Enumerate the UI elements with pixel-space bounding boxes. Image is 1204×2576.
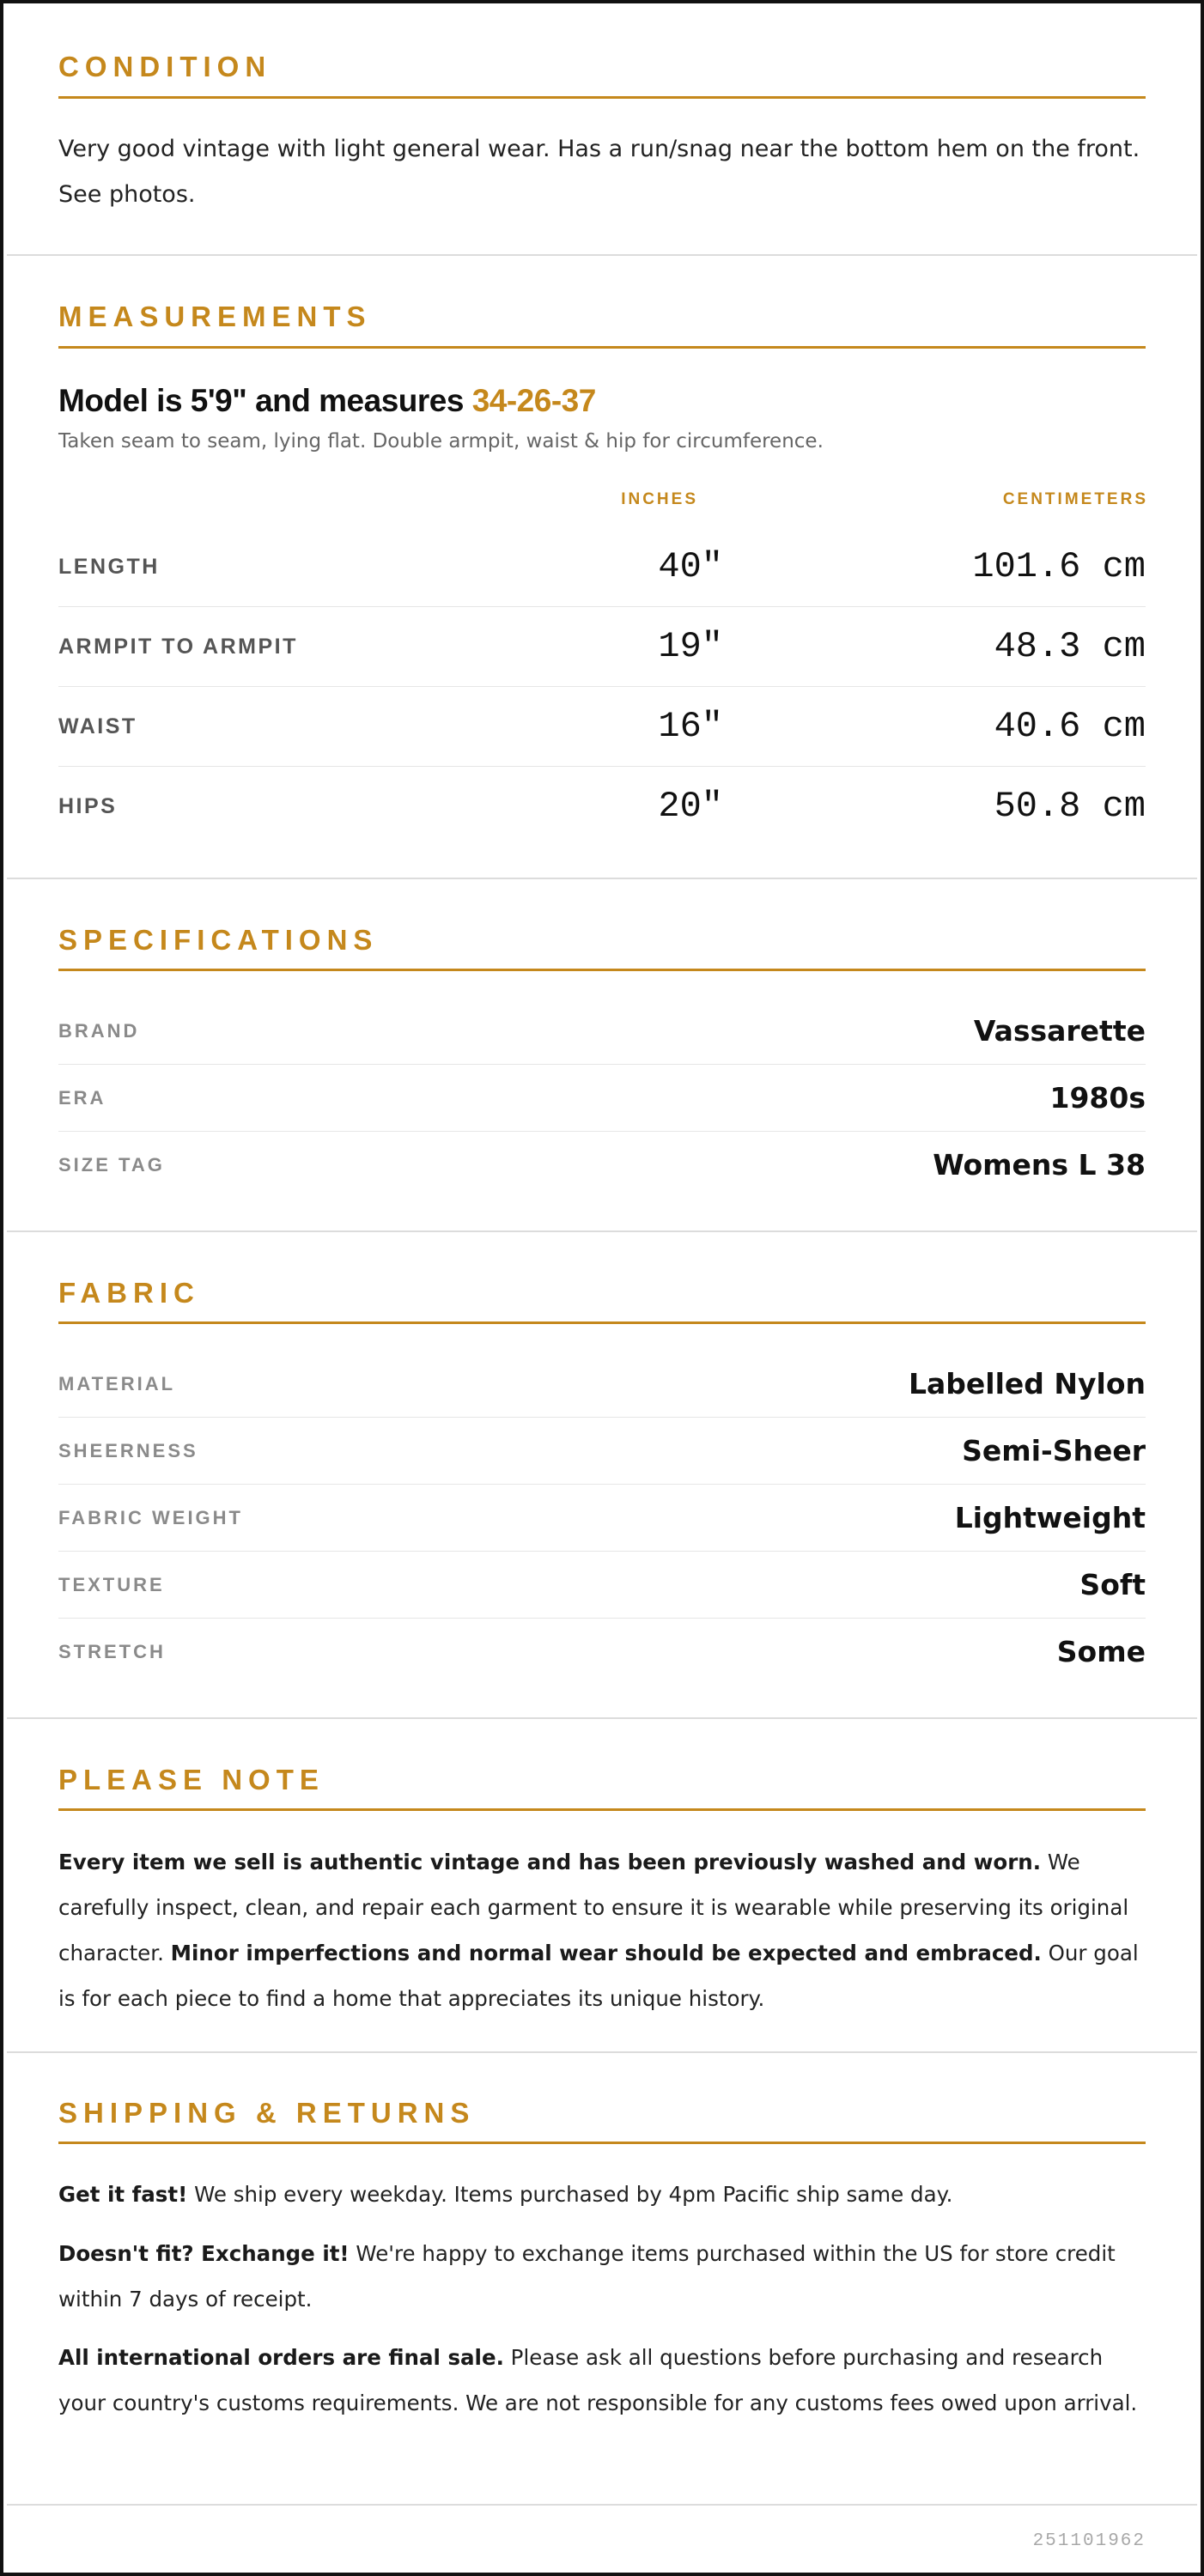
shipping-fast-text [58, 2172, 1146, 2217]
note-bold-authentic: Every item we sell is authentic vintage and has been previously washed and worn. [58, 1850, 1042, 1874]
fabric-row [58, 1485, 1146, 1552]
condition-text: Very good vintage with light general wear. Has a run/snag near the bottom hem on the front. See photos. [58, 136, 1140, 208]
fabric-value: Semi-Sheer [962, 1434, 1146, 1467]
section-divider [7, 2504, 1197, 2506]
model-prefix: Model is 5'9" and measures [58, 383, 472, 418]
shipping-international-bold: All international orders are final sale. [58, 2345, 504, 2370]
note-text-inspect: We carefully inspect, clean, and repair each garment to ensure it is wearable while preserving its original character. [58, 1850, 1129, 1965]
measurement-cm: 40.6 cm [994, 706, 1146, 747]
fabric-row [58, 1418, 1146, 1485]
spec-value: Vassarette [973, 1014, 1146, 1048]
please-note-rule [58, 1808, 1146, 1811]
measurement-label: HIPS [58, 794, 118, 818]
section-divider [7, 1230, 1197, 1232]
spec-label: BRAND [58, 1020, 140, 1042]
shipping-fast-bold: Get it fast! [58, 2182, 188, 2207]
measurement-row [58, 687, 1146, 767]
measurements-rule [58, 346, 1146, 349]
measurement-inches: 40" [658, 546, 723, 587]
spec-row [58, 1132, 1146, 1199]
fabric-value: Some [1056, 1635, 1146, 1668]
condition-heading: CONDITION [58, 51, 272, 82]
measurement-label: ARMPIT TO ARMPIT [58, 635, 298, 659]
fabric-label: SHEERNESS [58, 1440, 198, 1461]
measurements-heading: MEASUREMENTS [58, 301, 372, 332]
measurement-label: WAIST [58, 714, 137, 738]
spec-row [58, 998, 1146, 1065]
fabric-label: FABRIC WEIGHT [58, 1507, 243, 1528]
fabric-value: Soft [1079, 1568, 1146, 1601]
note-bold-imperfections: Minor imperfections and normal wear should be expected and embraced. [170, 1941, 1042, 1965]
spec-row [58, 1065, 1146, 1132]
fabric-row [58, 1619, 1146, 1686]
measurement-row [58, 767, 1146, 847]
specifications-rule [58, 969, 1146, 971]
shipping-international-detail: Please ask all questions before purchasing and research your country's customs requirements. We are not responsible for any customs fees owed upon arrival. [58, 2345, 1138, 2415]
fabric-row [58, 1552, 1146, 1619]
condition-rule [58, 96, 1146, 99]
fabric-label: STRETCH [58, 1641, 166, 1662]
centimeters-column-header: CENTIMETERS [1002, 490, 1148, 508]
measurement-cm: 50.8 cm [994, 786, 1146, 827]
fabric-label: TEXTURE [58, 1574, 165, 1595]
shipping-exchange-text [58, 2231, 1146, 2322]
section-divider [7, 254, 1197, 256]
measurement-inches: 20" [658, 786, 723, 827]
section-divider [7, 2051, 1197, 2053]
measurement-cm: 48.3 cm [994, 626, 1146, 667]
model-measurements [58, 381, 1146, 421]
shipping-international-text [58, 2335, 1146, 2426]
spec-label: SIZE TAG [58, 1154, 165, 1176]
measurement-label: LENGTH [58, 555, 160, 579]
section-divider [7, 1717, 1197, 1719]
inches-column-header: INCHES [621, 490, 698, 508]
fabric-value: Lightweight [954, 1501, 1146, 1534]
fabric-row [58, 1351, 1146, 1418]
specifications-heading: SPECIFICATIONS [58, 924, 379, 956]
fabric-value: Labelled Nylon [908, 1367, 1146, 1400]
note-text-goal: Our goal is for each piece to find a home that appreciates its unique history. [58, 1941, 1139, 2011]
measurement-row [58, 527, 1146, 607]
item-code: 251101962 [1032, 2531, 1146, 2551]
shipping-exchange-bold: Doesn't fit? Exchange it! [58, 2241, 350, 2266]
please-note-text [58, 1839, 1146, 2021]
measurement-inches: 19" [658, 626, 723, 667]
section-divider [7, 878, 1197, 879]
measurement-method-note: Taken seam to seam, lying flat. Double armpit, waist & hip for circumference. [58, 430, 824, 453]
fabric-rule [58, 1321, 1146, 1324]
measurement-inches: 16" [658, 706, 723, 747]
spec-label: ERA [58, 1087, 106, 1109]
shipping-exchange-detail: We're happy to exchange items purchased within the US for store credit within 7 days of receipt. [58, 2241, 1116, 2312]
fabric-label: MATERIAL [58, 1373, 176, 1394]
please-note-heading: PLEASE NOTE [58, 1764, 325, 1795]
measurement-cm: 101.6 cm [972, 546, 1146, 587]
measurement-row [58, 607, 1146, 687]
fabric-heading: FABRIC [58, 1277, 200, 1309]
shipping-fast-detail: We ship every weekday. Items purchased by 4pm Pacific ship same day. [187, 2182, 953, 2207]
shipping-rule [58, 2142, 1146, 2144]
model-figures: 34-26-37 [471, 383, 596, 418]
shipping-heading: SHIPPING & RETURNS [58, 2097, 476, 2129]
spec-value: 1980s [1049, 1081, 1146, 1115]
spec-value: Womens L 38 [933, 1148, 1146, 1182]
